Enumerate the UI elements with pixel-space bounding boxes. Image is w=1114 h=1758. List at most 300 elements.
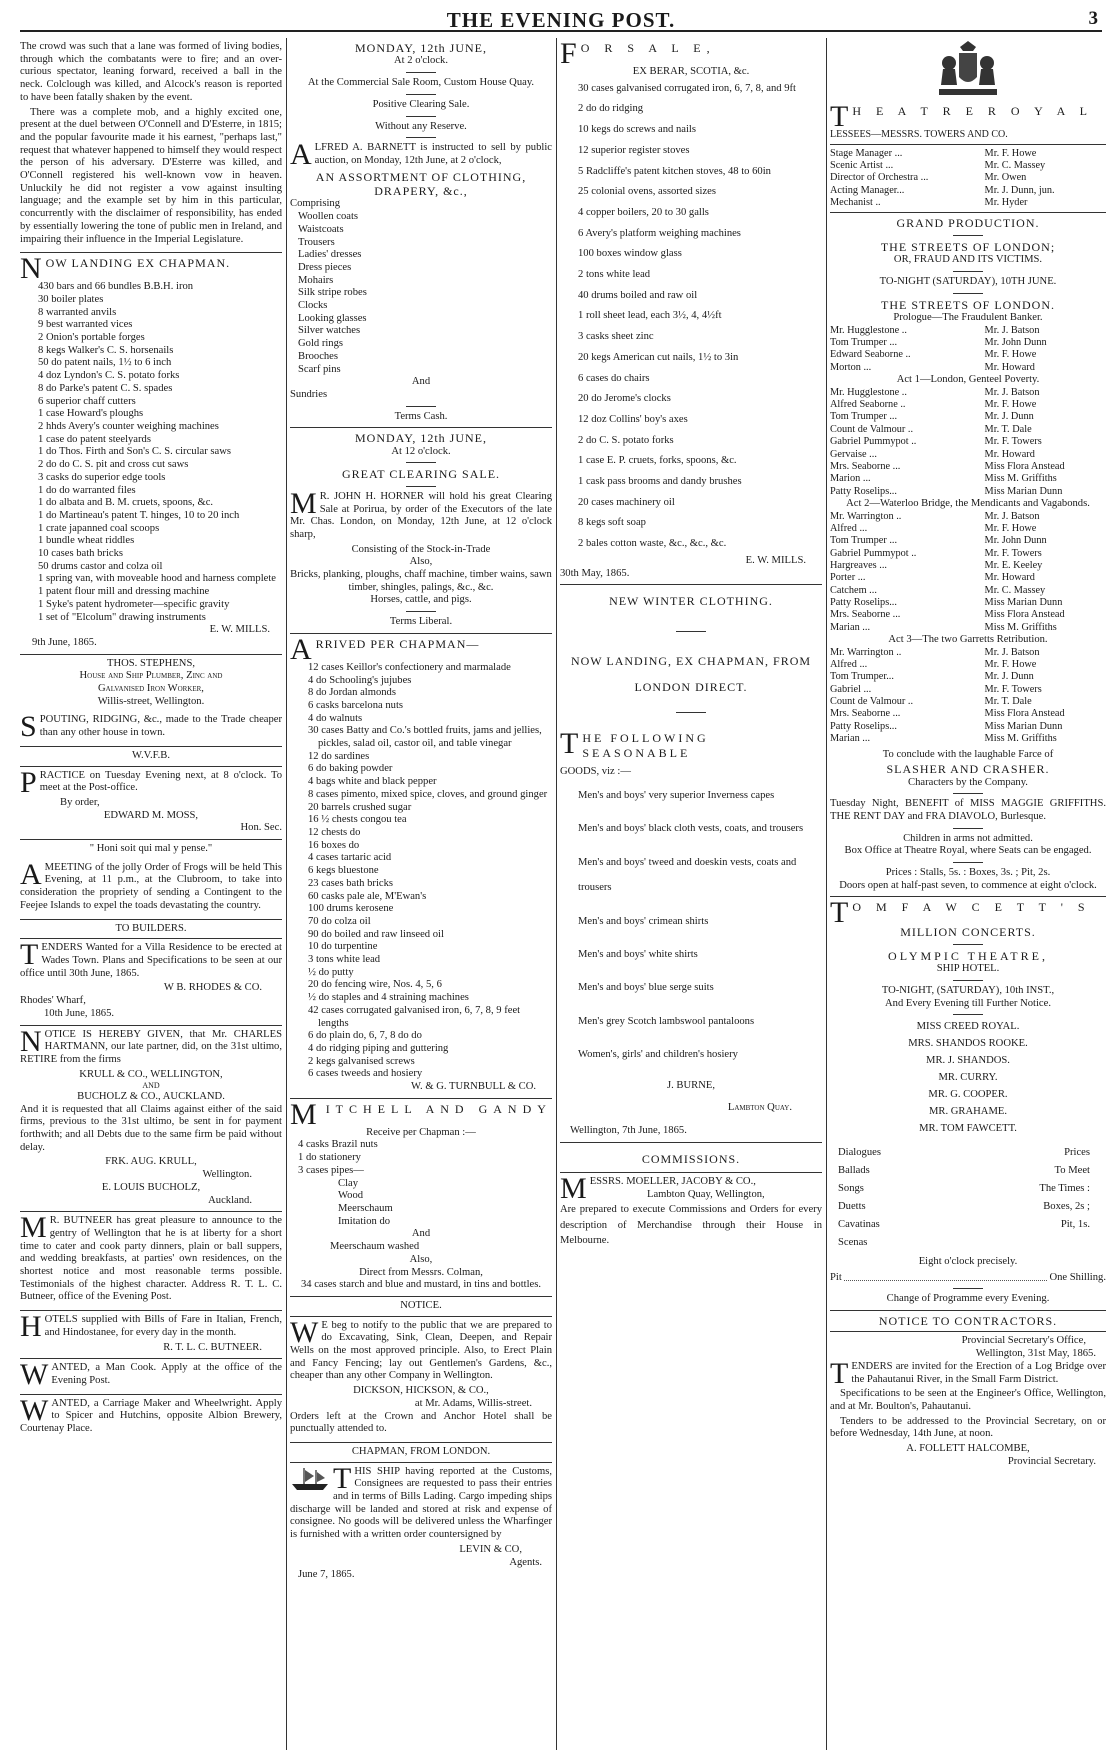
column-1 [20, 38, 282, 1750]
cast-cell: Mrs. Seaborne ... [830, 460, 901, 472]
cast-row [830, 160, 1106, 172]
cast-cell: Mr. J. Dunn, jun. [984, 184, 1055, 196]
list-item: 6 cases tweeds and hosiery [308, 1068, 423, 1080]
ad-signature: R. T. L. C. BUTNEER. [163, 1341, 262, 1353]
ad-signature-title: Agents. [509, 1556, 542, 1568]
cast-row [830, 585, 1106, 597]
list-item: 9 best warranted vices [38, 319, 133, 331]
cast-row [830, 387, 1106, 399]
cast-cell: Morton ... [830, 361, 872, 373]
list-item: 20 do fencing wire, Nos. 4, 5, 6 [308, 979, 442, 991]
cast-cell: Tom Trumper ... [830, 337, 898, 349]
cast-row [830, 197, 1106, 209]
ad-signature: E. W. MILLS. [745, 554, 806, 566]
page-number: 3 [1088, 8, 1098, 29]
cast-row [830, 733, 1106, 745]
cast-cell: Gervaise ... [830, 448, 877, 460]
cast-cell: Mr. F. Howe [984, 399, 1037, 411]
ad-text: E beg to notify to the public that we are prepared to do Excavating, Sink, Clean, Deepen, and Repair Wells on the most approved principle. Also, to Erect Plain and Fancy Fencing; lay out Gentlemen's Gardens, &c., cheaper than any other Company in Wellington. [290, 1319, 552, 1382]
act-heading: Prologue—The Fraudulent Banker. [893, 312, 1043, 323]
sale-date: MONDAY, 12th JUNE, [354, 41, 488, 55]
cast-cell: Mr. Warrington .. [830, 510, 902, 522]
cast-cell: Mr. J. Batson [984, 324, 1040, 336]
ad-text: And [411, 1228, 431, 1240]
list-item: 3 casks sheet zinc [578, 331, 654, 343]
cast-cell: Mr. T. Dale [984, 423, 1032, 435]
ad-address: Lambton Quay, Wellington, [646, 1188, 765, 1200]
chapman-ad [20, 253, 282, 654]
ad-address: Provincial Secretary's Office, [961, 1335, 1086, 1347]
list-item: MISS CREED ROYAL. [916, 1021, 1020, 1033]
list-item: 100 drums kerosene [308, 903, 394, 915]
list-item: Scenas [838, 1236, 868, 1248]
list-item: 1 set of "Elcolum" drawing instruments [38, 611, 206, 623]
cast-list [830, 387, 1106, 498]
ad-heading: GREAT CLEARING SALE. [341, 467, 501, 482]
list-item: 8 kegs soft soap [578, 517, 646, 529]
list-item: 1 case do patent steelyards [38, 433, 151, 445]
ad-subheading: House and Ship Plumber, Zinc and [79, 670, 223, 682]
list-item: MR. GRAHAME. [929, 1106, 1007, 1118]
list-item: 2 do do ridging [578, 103, 644, 115]
list-item: ½ do putty [308, 966, 354, 978]
cast-cell: Patty Roselips... [830, 596, 897, 608]
list-item: Cavatinas [838, 1218, 880, 1230]
list-item: 2 kegs galvanised screws [308, 1055, 415, 1067]
list-item: Waistcoats [298, 223, 344, 235]
cast-cell: Mr. Howard [984, 448, 1035, 460]
list-item: Songs [838, 1182, 864, 1194]
wanted-ad: WANTED, a Carriage Maker and Wheelwright. Apply to Spicer and Hutchins, opposite Albion Brewery, Courtenay Place. [20, 1393, 282, 1435]
list-item: To Meet [1054, 1164, 1090, 1176]
list-item: Trousers [298, 236, 335, 248]
ad-subheading: EX BERAR, SCOTIA, &c. [632, 66, 750, 77]
cast-cell: Porter ... [830, 572, 866, 584]
cast-cell: Mechanist .. [830, 197, 881, 209]
ad-text: Pit [830, 1271, 842, 1283]
ad-text: ANTED, a Man Cook. Apply at the office of the Evening Post. [51, 1362, 282, 1386]
motto: " Honi soit qui mal y pense." [89, 843, 213, 855]
ad-date: 30th May, 1865. [560, 567, 630, 579]
cast-cell: Mr. C. Massey [984, 160, 1046, 172]
list-item: 4 casks Brazil nuts [298, 1139, 378, 1151]
cast-row [830, 609, 1106, 621]
cast-cell: Alfred Seaborne .. [830, 399, 906, 411]
list-item: Men's and boys' very superior Inverness capes [578, 789, 775, 801]
list-item: 25 colonial ovens, assorted sizes [578, 186, 716, 198]
ad-text: OTICE IS HEREBY GIVEN, that Mr. CHARLES HARTMANN, our late partner, did, on the 31st ultimo, RETIRE from the firms [20, 1028, 282, 1065]
list-item: 10 do turpentine [308, 941, 378, 953]
ad-signature: W. & G. TURNBULL & CO. [411, 1081, 536, 1093]
ad-text: MEETING of the jolly Order of Frogs will be held This Evening, at 11 p.m., at the Clubroom, to take into consideration the propriety of sending a Contingent to the Feejee Islands to expel the toads devastating the country. [20, 861, 282, 911]
list-item: 6 kegs bluestone [308, 865, 379, 877]
cast-cell: Mrs. Seaborne ... [830, 609, 901, 621]
cast-row [830, 708, 1106, 720]
list-item: Ballads [838, 1164, 870, 1176]
cast-cell: Count de Valmour .. [830, 696, 914, 708]
list-item: Men's and boys' white shirts [578, 949, 698, 961]
ad-text: By order, [60, 796, 100, 808]
cast-cell: Patty Roselips... [830, 485, 897, 497]
ad-text: Direct from Messrs. Colman, [359, 1266, 483, 1278]
ad-date: Wellington, 7th June, 1865. [570, 1125, 687, 1137]
list-item: Boxes, 2s ; [1043, 1200, 1090, 1212]
cast-cell: Mr. F. Towers [984, 436, 1042, 448]
list-item: 5 Radcliffe's patent kitchen stoves, 48 to 60in [578, 165, 771, 177]
theatre-ad: T H E A T R E R O Y A L LESSEES—MESSRS. TOWERS AND CO. Stage Manager ... Mr. F. Howe Scenic Artist ... Mr. C. Massey Director of Orchestra ... Mr. Owen Acting Manager... Mr. J. Dunn, jun. Mechanist .. Mr. Hyder GRAND PRODUCTION. THE STREETS OF LONDON; OR, FRAUD AND ITS VICTIMS. TO-NIGHT (SATURDAY), 10TH JUNE. THE STREETS OF LONDON. Prologue—The Fraudulent Banker. Mr. Hugglestone .. Mr. J. Batson Tom Trumper ... Mr. John Dunn Edward Seaborne .. Mr. F. Howe Morton ... Mr. Howard Act 1—London, Genteel Poverty. Mr. Hugglestone .. Mr. J. Batson Alfred Seaborne .. Mr. F. Howe Tom Trumper ... Mr. J. Dunn Count de Valmour .. Mr. T. Dale Gabriel Pummypot .. Mr. F. Towers Gervaise ... Mr. Howard Mrs. Seaborne ... Miss Flora Anstead Marion ... Miss M. Griffiths Patty Roselips... Miss Marian Dunn Act 2—Waterloo Bridge, the Mendicants and Vagabonds. Mr. Warrington .. Mr. J. Batson Alfred ... Mr. F. Howe Tom Trumper ... Mr. John Dunn Gabriel Pummypot .. Mr. F. Towers Hargreaves ... Mr. E. Keeley Porter ... Mr. Howard Catchem ... Mr. C. Massey Patty Roselips... Miss Marian Dunn Mrs. Seaborne ... Miss Flora Anstead Marian ... Miss M. Griffiths Act 3—The two Garretts Retribution. Mr. Warrington .. Mr. J. Batson Alfred ... Mr. F. Howe Tom Trumper... Mr. J. Dunn Gabriel ... Mr. F. Towers Count de Valmour .. Mr. T. Dale Mrs. Seaborne ... Miss Flora Anstead Patty Roselips... Miss Marian Dunn Marian ... Miss M. Griffiths To conclude with the laughable Farce of SLASHER AND CRASHER. Characters by the Company. Tuesday Night, BENEFIT of MISS MAGGIE GRIFFITHS. THE RENT DAY and FRA DIAVOLO, Burlesque. Children in arms not admitted. Box Office at Theatre Royal, where Seats can be engaged. Prices : Stalls, 5s. : Boxes, 3s. ; Pit, 2s. Doors open at half-past seven, to commence at eight o'clock. [830, 38, 1106, 897]
ad-text: Characters by the Company. [908, 776, 1028, 788]
play-title: THE STREETS OF LONDON. [881, 297, 1055, 312]
ad-subheading: MILLION CONCERTS. [900, 925, 1036, 940]
ad-text: Also, [409, 1253, 433, 1265]
column-4 [830, 38, 1106, 1750]
cast-cell: Miss M. Griffiths [984, 733, 1057, 745]
ad-text: Specifications to be seen at the Engineer's Office, Wellington, and at Mr. Boulton's, Pahautanui. [830, 1388, 1106, 1412]
list-item: ½ do staples and 4 straining machines [308, 992, 469, 1004]
ad-subheading: LESSEES—MESSRS. TOWERS AND CO. [830, 128, 1008, 140]
ad-heading: COMMISSIONS. [641, 1151, 741, 1166]
list-item: 4 bags white and black pepper [308, 776, 437, 788]
list-item: 6 do plain do, 6, 7, 8 do do [308, 1030, 422, 1042]
cast-row [830, 572, 1106, 584]
ad-text: Change of Programme every Evening. [886, 1293, 1050, 1305]
moeller-ad: COMMISSIONS. MESSRS. MOELLER, JACOBY & CO., Lambton Quay, Wellington, Are prepared to execute Commissions and Orders for every description of Merchandise through their House in Melbourne. [560, 1143, 822, 1255]
list-item: 10 cases bath bricks [38, 548, 124, 560]
cast-row [830, 535, 1106, 547]
list-item: Men's grey Scotch lambswool pantaloons [578, 1015, 755, 1027]
list-item: 42 cases corrugated galvanised iron, 6, 7, 8, 9 feet lengths [308, 1004, 521, 1029]
ad-text: R. BUTNEER has great pleasure to announce to the gentry of Wellington that he is at liberty for a short time to cater and cook party dinners, plain or ball suppers, and wedding breakfasts, at parties' own residences, on the shortest notice and most reasonable terms possible. Testimonials of the highest character. Address R. T. L. C. Butneer, office of the Evening Post. [20, 1215, 282, 1303]
staff-list [830, 148, 1106, 210]
cast-row [830, 349, 1106, 361]
ad-subheading: Galvanised Iron Worker, [98, 683, 204, 695]
list-item: 8 cases pimento, mixed spice, cloves, and ground ginger [308, 788, 548, 800]
contractors-ad: NOTICE TO CONTRACTORS. Provincial Secretary's Office, Wellington, 31st May, 1865. TENDERS are invited for the Erection of a Log Bridge over the Pahautanui River, in the Small Farm District. Specifications to be seen at the Engineer's Office, Wellington, and at Mr. Boulton's, Pahautanui. Tenders to be addressed to the Provincial Secretary, on or before Wednesday, 14th June, at noon. A. FOLLETT HALCOMBE, Provincial Secretary. [830, 1314, 1106, 1467]
ad-signature: E. W. MILLS. [209, 624, 270, 636]
list-item: 6 casks barcelona nuts [308, 699, 404, 711]
cast-cell: Marian ... [830, 621, 871, 633]
list-item: 2 do C. S. potato forks [578, 434, 674, 446]
ad-heading: TO BUILDERS. [115, 922, 187, 934]
ad-text: Eight o'clock precisely. [918, 1255, 1018, 1267]
ad-heading: OW LANDING EX CHAPMAN. [45, 256, 231, 271]
ad-text: HE FOLLOWING SEASONABLE [582, 731, 709, 760]
cast-row [830, 696, 1106, 708]
builders-ad: TO BUILDERS. TENDERS Wanted for a Villa Residence to be erected at Wades Town. Plans and Specifications to be seen at our office until 30th June, 1865. W B. RHODES & CO. Rhodes' Wharf, 10th June, 1865. [20, 920, 282, 1026]
dickson-ad: NOTICE. W E beg to notify to the public that we are prepared to do Excavating, Sink, Clean, Deepen, and Repair Wells on the most approved principle. Also, to Erect Plain and Fancy Fencing; lay out Gentlemen's Gardens, &c., cheaper than any other Company in Wellington. DICKSON, HICKSON, & CO., at Mr. Adams, Willis-street. Orders left at the Crown and Anchor Hotel shall be punctually attended to. [290, 1297, 552, 1443]
cast-row [830, 659, 1106, 671]
list-item: Pit, 1s. [1060, 1218, 1090, 1230]
performance-date: TO-NIGHT (SATURDAY), 10TH JUNE. [879, 275, 1057, 287]
ad-address: Lambton Quay. [727, 1102, 792, 1114]
list-item: 4 cases tartaric acid [308, 852, 392, 864]
list-item: Prices [1064, 1146, 1090, 1158]
ad-text: POUTING, RIDGING, &c., made to the Trade cheaper than any other house in town. [39, 714, 282, 739]
ad-signature: EDWARD M. MOSS, [103, 809, 199, 821]
cast-row [830, 548, 1106, 560]
list-item: 12 cases Keillor's confectionery and marmalade [308, 661, 511, 673]
ad-text: Sundries [290, 388, 328, 400]
ad-text: Doors open at half-past seven, to commence at eight o'clock. [839, 879, 1097, 891]
list-item: 1 roll sheet lead, each 3½, 4, 4½ft [578, 310, 722, 322]
list-item: MR. J. SHANDOS. [926, 1055, 1010, 1067]
cast-cell: Mr. J. Batson [984, 386, 1040, 398]
cast-cell: Mr. Howard [984, 572, 1035, 584]
cast-row [830, 185, 1106, 197]
cast-cell: Mr. F. Howe [984, 147, 1037, 159]
cast-cell: Marion ... [830, 473, 871, 485]
ad-text: To conclude with the laughable Farce of [882, 749, 1054, 761]
ad-heading: AN ASSORTMENT OF CLOTHING, DRAPERY, &c., [315, 169, 527, 198]
notice-ad: NOTICE IS HEREBY GIVEN, that Mr. CHARLES HARTMANN, our late partner, did, on the 31st ultimo, RETIRE from the firms KRULL & CO., WELLINGTON, AND BUCHOLZ & CO., AUCKLAND. And it is requested that all Claims against either of the said firms, previous to the 31st ultimo, be sent in for payment forthwith; and all Debts due to the same firm be paid without delay. FRK. AUG. KRULL, Wellington. E. LOUIS BUCHOLZ, Auckland. [20, 1026, 282, 1213]
ad-text: Consisting of the Stock-in-Trade [351, 543, 491, 555]
cast-cell: Alfred ... [830, 522, 868, 534]
play-title: SLASHER AND CRASHER. [886, 762, 1050, 777]
list-item: 100 boxes window glass [578, 248, 682, 260]
ad-text: ESSRS. MOELLER, JACOBY & CO., [589, 1176, 756, 1188]
list-item: Dialogues [838, 1146, 881, 1158]
cast-cell: Mr. T. Dale [984, 696, 1032, 708]
list-item: Looking glasses [298, 312, 367, 324]
list-item: Imitation do [338, 1215, 391, 1227]
masthead [20, 8, 1102, 32]
ad-text: Horses, cattle, and pigs. [370, 594, 472, 606]
list-item: 4 do ridging piping and guttering [308, 1042, 449, 1054]
list-item: The Times : [1039, 1182, 1090, 1194]
cast-row [830, 362, 1106, 374]
list-item: Wood [338, 1190, 364, 1202]
list-item: 1 Syke's patent hydrometer—specific gravity [38, 598, 230, 610]
prices: Prices : Stalls, 5s. : Boxes, 3s. ; Pit, 2s. [885, 867, 1051, 879]
sale-time: At 12 o'clock. [391, 445, 451, 457]
wvfb-ad: W.V.F.B. PRACTICE on Tuesday Evening next, at 8 o'clock. To meet at the Post-office. By order, EDWARD M. MOSS, Hon. Sec. [20, 747, 282, 840]
column-rule [286, 38, 287, 1750]
cast-row [830, 172, 1106, 184]
mitchell-ad: MITCHELL AND GANDY Receive per Chapman :— 4 casks Brazil nuts 1 do stationery 3 cases pipes— Clay Wood Meerschaum Imitation do And Meerschaum washed Also, Direct from Messrs. Colman, 34 cases starch and blue and mustard, in tins and bottles. [290, 1099, 552, 1297]
ad-text: Children in arms not admitted. [903, 832, 1033, 844]
list-item: 12 do sardines [308, 750, 370, 762]
list-item: 30 cases Batty and Co.'s bottled fruits, jams and jellies, pickles, salad oil, castor oil, and table vinegar [308, 725, 542, 750]
ad-signature: A. FOLLETT HALCOMBE, [906, 1443, 1030, 1455]
list-item: 2 Onion's portable forges [38, 332, 145, 344]
venue: OLYMPIC THEATRE, [888, 948, 1048, 963]
list-item: 8 warranted anvils [38, 306, 117, 318]
turnbull-ad: ARRIVED PER CHAPMAN— 12 cases Keillor's confectionery and marmalade 4 do Schooling's jujubes 8 do Jordan almonds 6 casks barcelona nuts 4 do walnuts 30 cases Batty and Co.'s bottled fruits, jams and jellies, pickles, salad oil, castor oil, and table vinegar 12 do sardines 6 do baking powder 4 bags white and black pepper 8 cases pimento, mixed spice, cloves, and ground ginger 20 barrels crushed sugar 16 ½ chests congou tea 12 chests do 16 boxes do 4 cases tartaric acid 6 kegs bluestone 23 cases bath bricks 60 casks pale ale, M'Ewan's 100 drums kerosene 70 do colza oil 90 do boiled and raw linseed oil 10 do turpentine 3 tons white lead ½ do putty 20 do fencing wire, Nos. 4, 5, 6 ½ do staples and 4 straining machines 42 cases corrugated galvanised iron, 6, 7, 8, 9 feet lengths 6 do plain do, 6, 7, 8 do do 4 do ridging piping and guttering 2 kegs galvanised screws 6 cases tweeds and hosiery W. & G. TURNBULL & CO. [290, 634, 552, 1099]
list-item: 4 do Schooling's jujubes [308, 674, 412, 686]
list-item: Mohairs [298, 274, 334, 286]
venue: SHIP HOTEL. [936, 963, 1000, 975]
list-item: Dress pieces [298, 261, 352, 273]
performers-list [830, 1019, 1106, 1138]
cast-row [830, 647, 1106, 659]
cast-cell: Mr. J. Batson [984, 646, 1040, 658]
list-item: Silk stripe robes [298, 287, 367, 299]
list-item: Clocks [298, 300, 328, 312]
cast-cell: Miss Flora Anstead [984, 460, 1065, 472]
ad-text: Meerschaum washed [330, 1241, 420, 1253]
list-item: MR. G. COOPER. [928, 1089, 1008, 1101]
sale-note: Positive Clearing Sale. [372, 98, 470, 110]
programme-list [838, 1144, 881, 1252]
list-item: 1 crate japanned coal scoops [38, 522, 160, 534]
ad-heading: ITCHELL AND GANDY [325, 1101, 552, 1116]
fawcett-ad: T O M F A W C E T T ' S MILLION CONCERTS. OLYMPIC THEATRE, SHIP HOTEL. TO-NIGHT, (SATURDAY), 10th INST., And Every Evening till Further Notice. MISS CREED ROYAL. MRS. SHANDOS ROOKE. MR. J. SHANDOS. MR. CURRY. MR. G. COOPER. MR. GRAHAME. MR. TOM FAWCETT. Dialogues Ballads Songs Duetts Cavatinas Scenas Prices To Meet The Times : Boxes, 2s ; Pit, 1s. Eight o'clock precisely. Pit One Shilling. Change of Programme every Evening. [830, 897, 1106, 1311]
hotels-ad: HOTELS supplied with Bills of Fare in Italian, French, and Hindostanee, for every day in the month. R. T. L. C. BUTNEER. [20, 1311, 282, 1359]
cast-cell: Mr. Howard [984, 361, 1035, 373]
ad-signature: W B. RHODES & CO. [163, 982, 262, 994]
sale-date: MONDAY, 12th JUNE, [354, 431, 488, 446]
list-item: Duetts [838, 1200, 866, 1212]
ad-subheading: NOW LANDING, EX CHAPMAN, FROM [570, 653, 812, 668]
list-item: 1 do albata and B. M. cruets, spoons, &c. [38, 497, 214, 509]
ad-text: R. JOHN H. HORNER will hold his great Clearing Sale at Porirua, by order of the Executors of the late Mr. Chas. London, on Monday, 12th June, at 12 o'clock sharp, [290, 490, 552, 540]
column-rule [826, 38, 827, 1750]
cast-cell: Marian ... [830, 733, 871, 745]
ad-signature-title: Provincial Secretary. [1007, 1455, 1096, 1467]
ad-text: Bricks, planking, ploughs, chaff machine, timber wains, sawn timber, shingles, palings, &c., &c. [290, 569, 552, 593]
ad-heading: H E A T R E R O Y A L [852, 103, 1094, 118]
ad-heading: THOS. STEPHENS, [107, 657, 195, 669]
ad-signature-title: Hon. Sec. [240, 822, 282, 834]
list-item: 20 barrels crushed sugar [308, 801, 412, 813]
list-item: 30 boiler plates [38, 293, 104, 305]
cast-row [830, 523, 1106, 535]
list-item: 8 do Jordan almonds [308, 687, 396, 699]
cast-row [830, 597, 1106, 609]
cast-cell: Mr. C. Massey [984, 584, 1046, 596]
ad-text: One Shilling. [1049, 1271, 1106, 1283]
ad-text: And [411, 376, 431, 388]
cast-cell: Catchem ... [830, 584, 877, 596]
clothing-list [560, 779, 822, 1072]
list-item: Men's and boys' blue serge suits [578, 982, 714, 994]
terms: Terms Cash. [394, 410, 448, 422]
ad-text: Tuesday Night, BENEFIT of MISS MAGGIE GRIFFITHS. THE RENT DAY and FRA DIAVOLO, Burlesque. [830, 798, 1106, 822]
firm-name: KRULL & CO., WELLINGTON, [79, 1068, 223, 1080]
cast-cell: Miss Marian Dunn [984, 485, 1063, 497]
list-item: Woollen coats [298, 211, 359, 223]
ad-heading: GRAND PRODUCTION. [896, 216, 1040, 231]
cast-cell: Mr. Hyder [984, 197, 1028, 209]
ad-heading: W.V.F.B. [131, 749, 170, 761]
list-item: Meerschaum [338, 1202, 393, 1214]
wanted-ad: WANTED, a Man Cook. Apply at the office of the Evening Post. [20, 1359, 282, 1394]
list-item: 40 drums boiled and raw oil [578, 289, 698, 301]
cast-row [830, 671, 1106, 683]
cast-cell: Mr. J. Dunn [984, 671, 1034, 683]
ad-heading: O R S A L E, [580, 41, 716, 55]
ad-signature-place: Auckland. [208, 1194, 252, 1206]
list-item: Clay [338, 1177, 359, 1189]
ad-text: ENDERS Wanted for a Villa Residence to be erected at Wades Town. Plans and Specifications to be seen at our office until 30th June, 1865. [20, 942, 282, 979]
sale-note: Without any Reserve. [375, 120, 467, 132]
list-item: 12 superior register stoves [578, 144, 690, 156]
ad-date: 9th June, 1865. [32, 636, 97, 648]
cast-cell: Gabriel Pummypot .. [830, 547, 917, 559]
ad-text: OTELS supplied with Bills of Fare in Italian, French, and Hindostanee, for every day in the month. [44, 1314, 282, 1338]
list-item: 1 spring van, with moveable hood and harness complete [38, 573, 277, 585]
list-item: Men's and boys' crimean shirts [578, 915, 709, 927]
ad-signature: DICKSON, HICKSON, & CO., [353, 1385, 489, 1397]
ad-signature: E. LOUIS BUCHOLZ, [101, 1181, 201, 1193]
cast-cell: Mrs. Seaborne ... [830, 708, 901, 720]
cast-row [830, 461, 1106, 473]
cast-cell: Miss M. Griffiths [984, 473, 1057, 485]
list-item: 1 cask pass brooms and dandy brushes [578, 476, 742, 488]
cast-cell: Mr. J. Dunn [984, 411, 1034, 423]
cast-cell: Stage Manager ... [830, 147, 903, 159]
cast-cell: Mr. John Dunn [984, 535, 1047, 547]
sale-time: At 2 o'clock. [394, 55, 448, 67]
list-item: Scarf pins [298, 363, 341, 375]
ad-text: Tenders to be addressed to the Provincial Secretary, on or before Wednesday, 14th June, at noon. [830, 1415, 1106, 1440]
article-paragraph: The crowd was such that a lane was formed of living bodies, through which the combatants were to fire; and an over-curious spectator, leaning forward, received a ball in the neck. Colclough was killed, and Alcock's reason is reported to have been fatally shaken by the event. [20, 41, 282, 103]
list-item: 20 cases machinery oil [578, 496, 675, 508]
performance-date: TO-NIGHT, (SATURDAY), 10th INST., [881, 984, 1055, 996]
frogs-ad: " Honi soit qui mal y pense." AMEETING of the jolly Order of Frogs will be held This Evening, at 11 p.m., at the Clubroom, to take into consideration the propriety of sending a Contingent to the Feejee Islands to expel the toads devastating the country. [20, 840, 282, 920]
cast-row [830, 622, 1106, 634]
list-item: 6 superior chaff cutters [38, 395, 136, 407]
list-item: 1 case E. P. cruets, forks, spoons, &c. [578, 455, 737, 467]
list-item: 3 tons white lead [308, 954, 381, 966]
cast-row [830, 560, 1106, 572]
barnett-ad: MONDAY, 12th JUNE, At 2 o'clock. At the Commercial Sale Room, Custom House Quay. Positive Clearing Sale. Without any Reserve. ALFRED A. BARNETT is instructed to sell by public auction, on Monday, 12th June, at 2 o'clock, AN ASSORTMENT OF CLOTHING, DRAPERY, &c., Comprising Woollen coats Waistcoats Trousers Ladies' dresses Dress pieces Mohairs Silk stripe robes Clocks Looking glasses Silver watches Gold rings Brooches Scarf pins And Sundries Terms Cash. [290, 38, 552, 428]
firm-name: BUCHOLZ & CO., AUCKLAND. [77, 1090, 225, 1102]
play-title: THE STREETS OF LONDON; [880, 239, 1056, 254]
list-item: Brooches [298, 350, 339, 362]
cast-row [830, 473, 1106, 485]
list-item: 6 do baking powder [308, 763, 393, 775]
list-item: 8 kegs Walker's C. S. horsenails [38, 344, 174, 356]
cast-cell: Miss Marian Dunn [984, 596, 1063, 608]
ad-text: Also, [409, 556, 433, 568]
ad-heading: CHAPMAN, FROM LONDON. [351, 1445, 491, 1457]
list-item: 1 patent flour mill and dressing machine [38, 586, 210, 598]
stephens-ad: THOS. STEPHENS, House and Ship Plumber, Zinc and Galvanised Iron Worker, Willis-street, Wellington. SPOUTING, RIDGING, &c., made to the Trade cheaper than any other house in town. [20, 655, 282, 747]
cast-row [830, 684, 1106, 696]
cast-row [830, 486, 1106, 498]
butneer-ad: M R. BUTNEER has great pleasure to announce to the gentry of Wellington that he is at liberty for a short time to cater and cook party dinners, plain or ball suppers, and wedding breakfasts, at parties' own residences, on the shortest notice and most reasonable terms possible. Testimonials of the highest character. Address R. T. L. C. Butneer, office of the Evening Post. [20, 1212, 282, 1311]
list-item: 4 doz Lyndon's C. S. potato forks [38, 370, 180, 382]
cast-row [830, 399, 1106, 411]
list-item: 1 do Thos. Firth and Son's C. S. circular saws [38, 446, 231, 458]
ad-text: Receive per Chapman :— [366, 1126, 476, 1138]
column-3 [560, 38, 822, 1750]
cast-row [830, 148, 1106, 160]
list-item: 20 do Jerome's clocks [578, 393, 671, 405]
list-item: 430 bars and 66 bundles B.B.H. iron [38, 281, 194, 293]
list-item: 70 do colza oil [308, 915, 371, 927]
ad-heading: NEW WINTER CLOTHING. [609, 594, 773, 609]
cast-list [830, 511, 1106, 634]
ad-signature: J. BURNE, [667, 1079, 715, 1091]
cast-cell: Alfred ... [830, 659, 868, 671]
ad-address: Willis-street, Wellington. [97, 695, 205, 707]
cast-cell: Edward Seaborne .. [830, 349, 911, 361]
cast-cell: Patty Roselips... [830, 720, 897, 732]
cast-cell: Acting Manager... [830, 184, 905, 196]
duel-article [20, 38, 282, 253]
list-item: 12 doz Collins' boy's axes [578, 413, 688, 425]
list-item: 50 do patent nails, 1½ to 6 inch [38, 357, 172, 369]
mitchell-list [290, 1139, 552, 1177]
act-heading: Act 3—The two Garretts Retribution. [888, 634, 1048, 646]
list-item: 6 Avery's platform weighing machines [578, 227, 741, 239]
cast-cell: Mr. F. Towers [984, 547, 1042, 559]
list-item: 16 ½ chests congou tea [308, 814, 407, 826]
list-item: 4 copper boilers, 20 to 30 galls [578, 206, 709, 218]
list-item: 2 hhds Avery's counter weighing machines [38, 420, 219, 432]
